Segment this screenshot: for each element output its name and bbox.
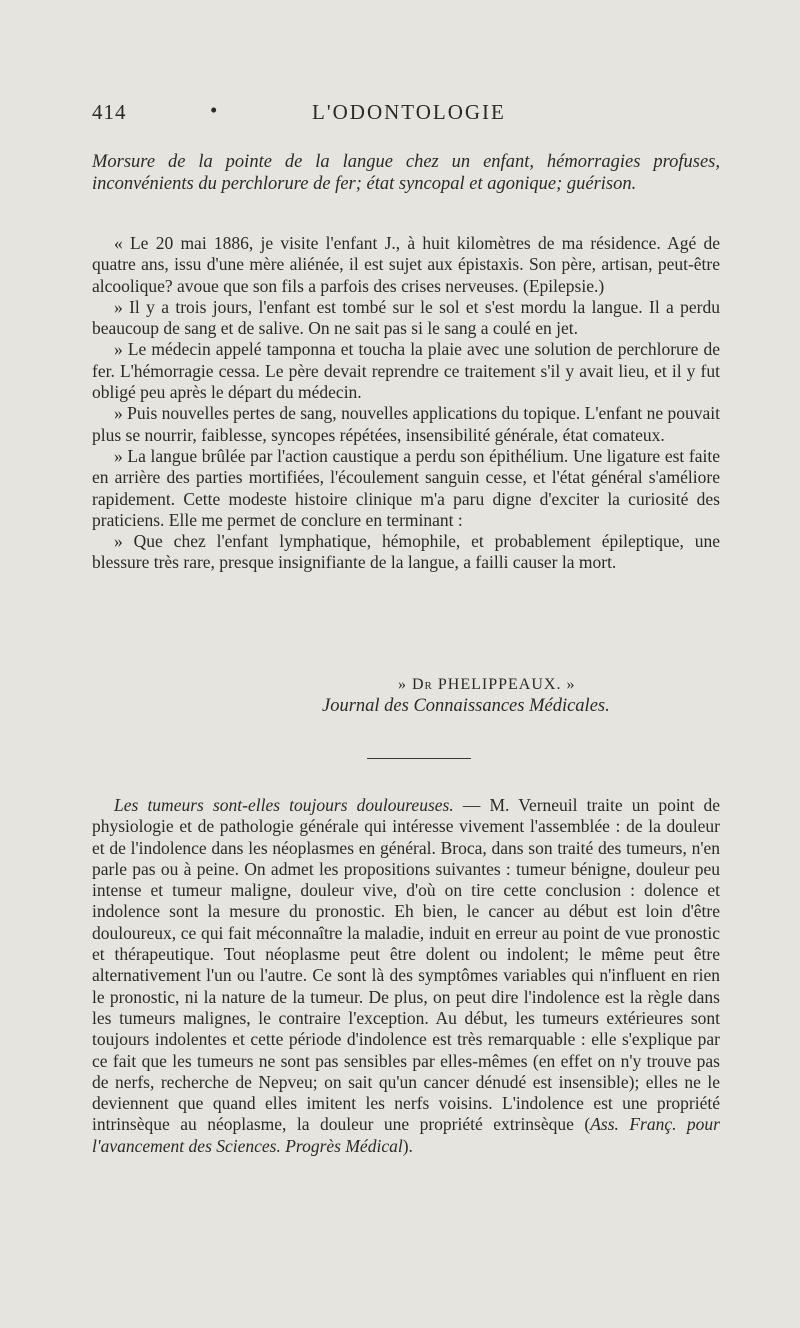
article-1-paragraph: » Puis nouvelles pertes de sang, nouvelles applications du topique. L'enfant ne pouvait plus se nourrir, faiblesse, syncopes répétées, insensibilité générale, état comateux. [92,403,720,445]
article-1-paragraph: « Le 20 mai 1886, je visite l'enfant J., à huit kilomètres de ma résidence. Agé de quatre ans, issu d'une mère aliénée, il est sujet aux épistaxis. Son père, artisan, peut-être alcoolique? avoue que son fils a parfois des crises nerveuses. (Epilepsie.) [92,233,720,296]
section-divider [367,758,471,759]
article-1-title: Morsure de la pointe de la langue chez un enfant, hémorragies profuses, inconvénients du perchlorure de fer; état syncopal et agonique; guérison. [92,152,720,194]
article-2-paragraph [92,795,720,1157]
article-1-paragraph: » Le médecin appelé tamponna et toucha la plaie avec une solution de perchlorure de fer. L'hémorragie cessa. Le père devait reprendre ce traitement s'il y avait lieu, et il y fut obligé peu après le départ du médecin. [92,339,720,403]
article-1-paragraph: » Il y a trois jours, l'enfant est tombé sur le sol et s'est mordu la langue. Il a perdu beaucoup de sang et de salive. On ne sait pas si le sang a coulé en jet. [92,296,720,339]
article-2-body [92,795,720,1157]
page-number: 414 [92,100,127,124]
article-2-citation: Ass. Franç. pour l'avancement des Sciences. Progrès Médical [92,1114,720,1156]
article-1-paragraph: » Que chez l'enfant lymphatique, hémophile, et probablement épileptique, une blessure très rare, presque insignifiante de la langue, a failli causer la mort. [92,531,720,573]
running-header [92,100,722,130]
article-1-body [92,233,720,574]
author-signature: » Dr PHELIPPEAUX. » [398,676,576,693]
header-dot: • [210,98,218,122]
article-2-tail: ). [402,1135,413,1156]
article-2-text: — M. Verneuil traite un point de physiologie et de pathologie générale qui intéresse vivement l'assemblée : de la douleur et de l'indolence dans les néoplasmes en général. Broca, dans son traité des tumeurs, n'en parle pas ou à peine. On admet les propositions suivantes : tumeur bénigne, douleur peu intense et tumeur maligne, douleur vive, d'où on tire cette conclusion : dolence et indolence sont la mesure du pronostic. Eh bien, le cancer au début est loin d'être douloureux, ce qui fait méconnaître la maladie, induit en erreur au point de vue pronostic et thérapeutique. Tout néoplasme peut être dolent ou indolent; le même peut être alternativement l'un ou l'autre. Ce sont là des symptômes variables qui n'influent en rien le pronostic, ni la nature de la tumeur. De plus, on peut dire l'indolence est la règle dans les tumeurs malignes, le contraire l'exception. Au début, les tumeurs extérieures sont toujours indolentes et cette période d'indolence est très remarquable : elle s'explique par ce fait que les tumeurs ne sont pas sensibles par elles-mêmes (en effet on n'y trouve pas de nerfs, recherche de Nepveu; on sait qu'un cancer dénudé est insensible); elles ne le deviennent que quand elles imitent les nerfs voisins. L'indolence est une propriété intrinsèque au néoplasme, la douleur une propriété extrinsèque ( [92,795,721,1135]
article-1-paragraph: » La langue brûlée par l'action caustique a perdu son épithélium. Une ligature est faite en arrière des parties mortifiées, l'écoulement sanguin cesse, et l'état général s'améliore rapidement. Cette modeste histoire clinique m'a paru digne d'exciter la curiosité des praticiens. Elle me permet de conclure en terminant : [92,445,720,530]
article-1-title-block [92,151,720,195]
article-2-title: Les tumeurs sont-elles toujours douloureuses. [114,795,454,815]
source-journal: Journal des Connaissances Médicales. [322,696,610,716]
journal-title: L'ODONTOLOGIE [312,100,506,124]
